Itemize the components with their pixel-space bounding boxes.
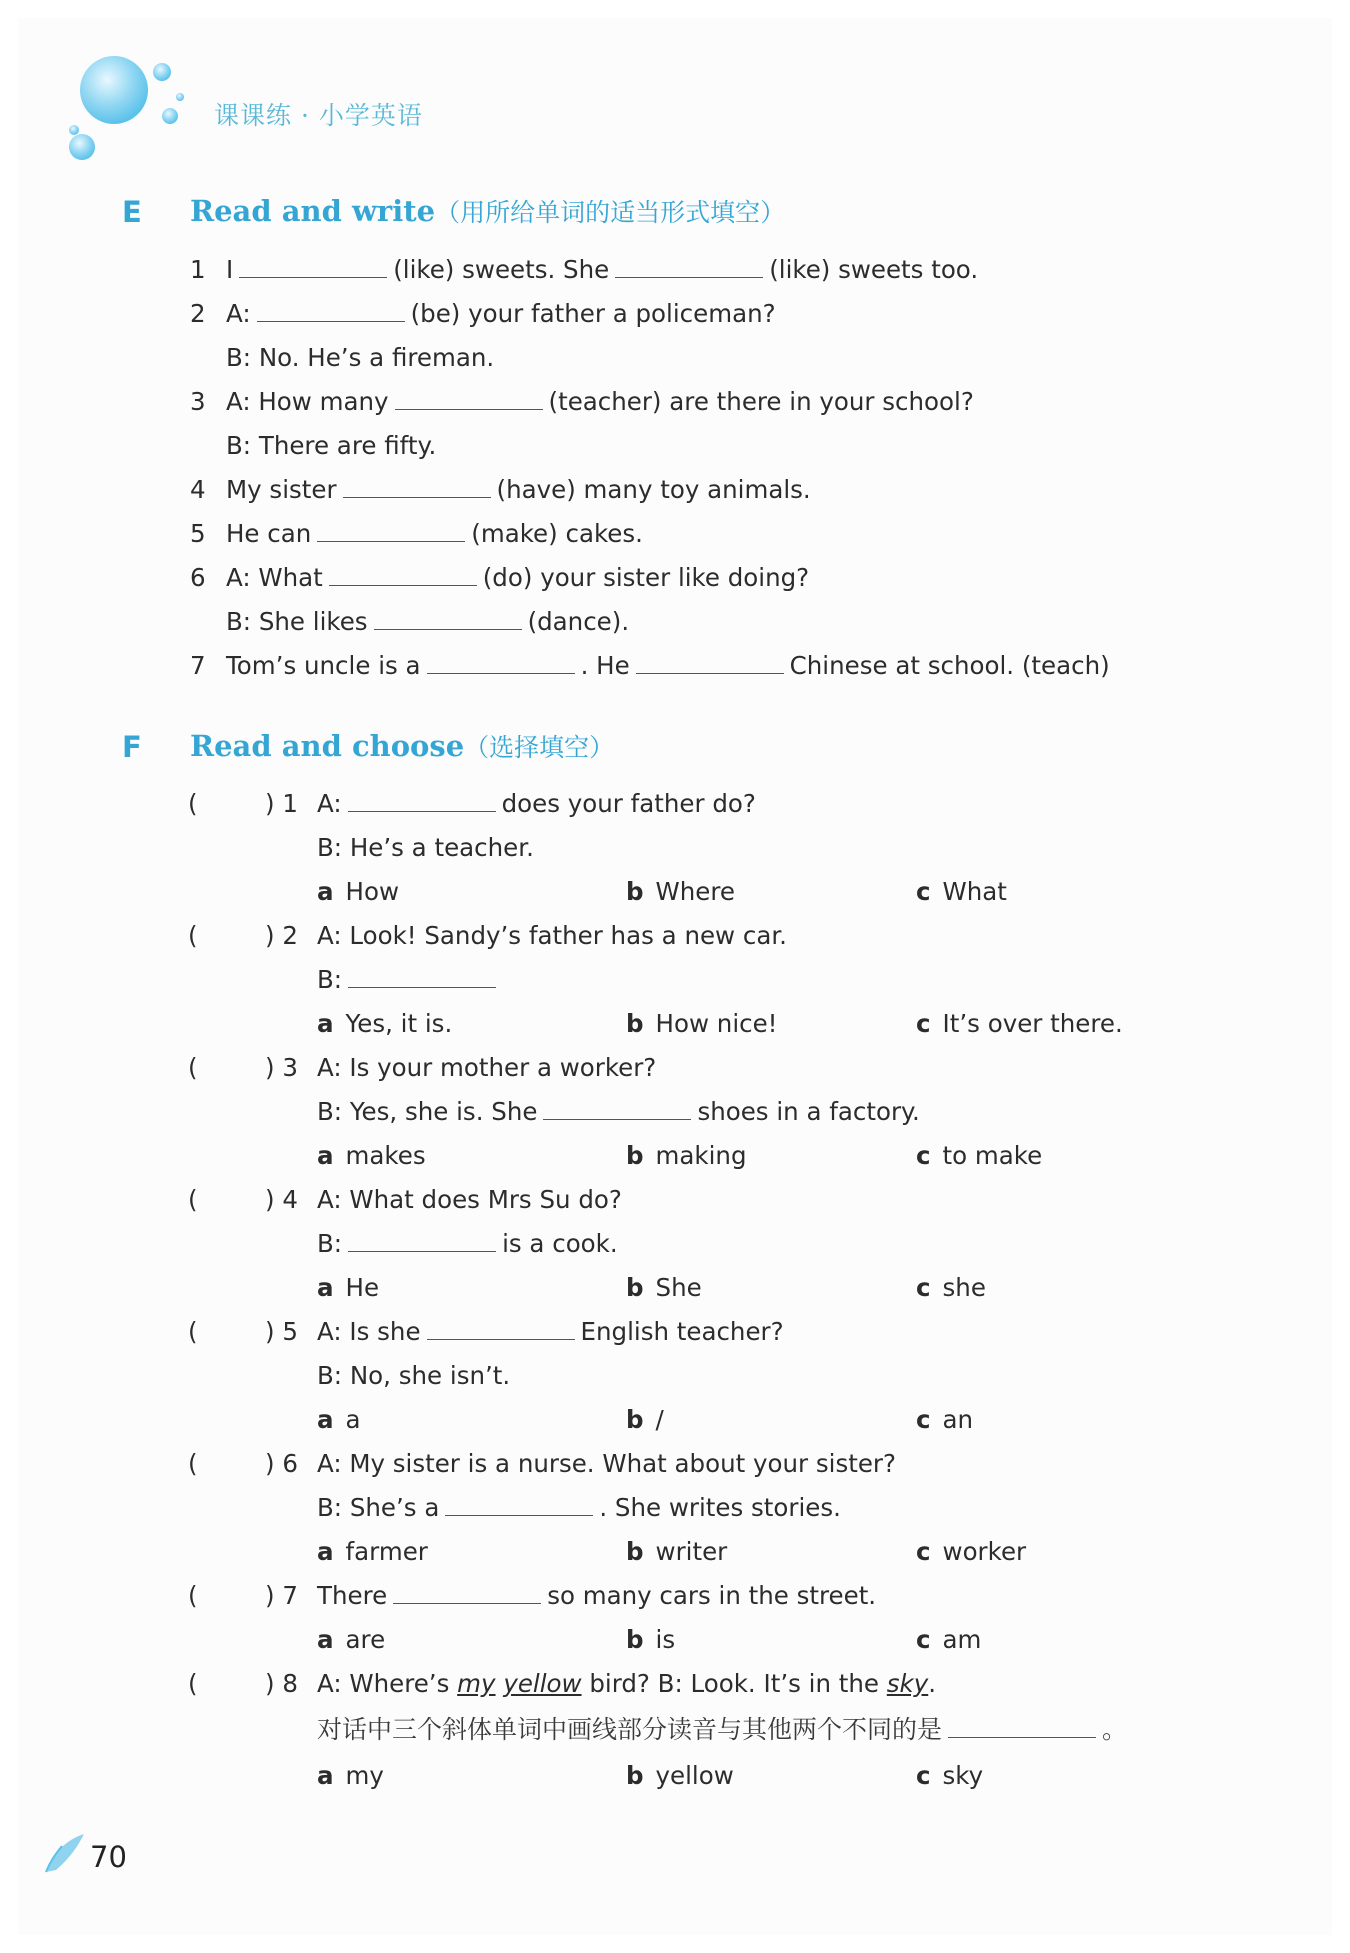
- question-number: ) 7: [265, 1581, 298, 1610]
- text: shoes in a factory.: [697, 1097, 920, 1126]
- option-letter: c: [916, 1009, 931, 1038]
- option-letter: c: [916, 1761, 931, 1790]
- option-text: am: [942, 1625, 982, 1654]
- answer-paren[interactable]: (: [188, 1185, 198, 1214]
- q3-line-1: [317, 1052, 656, 1084]
- option-letter: c: [916, 877, 931, 906]
- question-number: ) 3: [265, 1053, 298, 1082]
- answer-paren[interactable]: (: [188, 1317, 198, 1346]
- option-text: a: [345, 1405, 361, 1434]
- corner-leaf-icon: [44, 1832, 88, 1874]
- q3-option-b[interactable]: [626, 1140, 747, 1172]
- option-letter: b: [626, 1537, 644, 1566]
- text: A: Is your mother a worker?: [317, 1053, 657, 1082]
- q4-line-2: [317, 1228, 618, 1260]
- item-number: 3: [190, 387, 206, 416]
- option-text: makes: [345, 1141, 426, 1170]
- option-text: Where: [655, 877, 735, 906]
- text: B: There are fifty.: [226, 431, 437, 460]
- option-letter: c: [916, 1273, 931, 1302]
- section-e-letter: E: [122, 195, 142, 229]
- q6-option-c[interactable]: [916, 1536, 1026, 1568]
- q4-line-1: [317, 1184, 622, 1216]
- text: (have) many toy animals.: [496, 475, 811, 504]
- text: so many cars in the street.: [547, 1581, 877, 1610]
- option-letter: a: [317, 1625, 334, 1654]
- q8-line-1: [317, 1668, 936, 1700]
- answer-paren[interactable]: (: [188, 789, 198, 818]
- text: is a cook.: [502, 1229, 618, 1258]
- text: B: No. He’s a fireman.: [226, 343, 495, 372]
- section-e-title: [190, 193, 785, 229]
- answer-blank[interactable]: [427, 1317, 575, 1340]
- italic-word: my: [457, 1669, 496, 1698]
- q1-line-1: [317, 788, 756, 820]
- text: (like) sweets. She: [393, 255, 610, 284]
- text: B: He’s a teacher.: [317, 833, 534, 862]
- answer-blank[interactable]: [348, 789, 496, 812]
- item-number: 1: [190, 255, 206, 284]
- item-number: 7: [190, 651, 206, 680]
- option-letter: b: [626, 1141, 644, 1170]
- option-text: /: [655, 1405, 664, 1434]
- q3-option-a[interactable]: [317, 1140, 426, 1172]
- q6-line-1: [317, 1448, 896, 1480]
- option-text: worker: [942, 1537, 1027, 1566]
- answer-blank[interactable]: [393, 1581, 541, 1604]
- q8-line-2: [317, 1714, 1127, 1746]
- section-f-title: [190, 728, 614, 764]
- chinese-instruction: 对话中三个斜体单词中画线部分读音与其他两个不同的是: [317, 1715, 943, 1744]
- section-f-subtitle: （选择填空）: [464, 733, 615, 762]
- option-letter: c: [916, 1141, 931, 1170]
- option-text: are: [345, 1625, 386, 1654]
- header-title: 课课练 · 小学英语: [214, 101, 423, 130]
- answer-blank[interactable]: [257, 299, 405, 322]
- item-number: 5: [190, 519, 206, 548]
- text: A: What does Mrs Su do?: [317, 1185, 622, 1214]
- text: bird? B: Look. It’s in the: [581, 1669, 887, 1698]
- text: (be) your father a policeman?: [410, 299, 776, 328]
- answer-blank[interactable]: [615, 255, 763, 278]
- option-letter: b: [626, 1625, 644, 1654]
- answer-blank[interactable]: [348, 1229, 496, 1252]
- q6-option-a[interactable]: [317, 1536, 428, 1568]
- q6-line-2: [317, 1492, 841, 1524]
- italic-word: yellow: [503, 1669, 582, 1698]
- text: I: [226, 255, 234, 284]
- q2-option-c[interactable]: [916, 1008, 1123, 1040]
- answer-blank[interactable]: [445, 1493, 593, 1516]
- text: B:: [317, 1229, 343, 1258]
- option-text: He: [345, 1273, 380, 1302]
- q1-option-a[interactable]: [317, 876, 399, 908]
- text: . She writes stories.: [599, 1493, 841, 1522]
- option-text: is: [655, 1625, 676, 1654]
- text: B: She likes: [226, 607, 368, 636]
- q4-option-b[interactable]: [626, 1272, 702, 1304]
- text: B: Yes, she is. She: [317, 1097, 538, 1126]
- text: (like) sweets too.: [769, 255, 979, 284]
- answer-blank[interactable]: [948, 1715, 1096, 1738]
- option-text: she: [942, 1273, 986, 1302]
- option-letter: a: [317, 1273, 334, 1302]
- answer-blank[interactable]: [427, 651, 575, 674]
- text: (teacher) are there in your school?: [548, 387, 974, 416]
- italic-word: sky: [886, 1669, 929, 1698]
- text: A: How many: [226, 387, 389, 416]
- section-e-title-text: Read and write: [190, 194, 436, 228]
- option-letter: a: [317, 1405, 334, 1434]
- item-number: 4: [190, 475, 206, 504]
- bubbles-logo: [62, 52, 192, 162]
- option-text: What: [942, 877, 1007, 906]
- e-line-7: [190, 650, 1110, 682]
- text: A: My sister is a nurse. What about your sister?: [317, 1449, 896, 1478]
- option-letter: c: [916, 1625, 931, 1654]
- q5-line-2: [317, 1360, 510, 1392]
- q1-line-2: [317, 832, 534, 864]
- section-f-title-text: Read and choose: [190, 729, 465, 763]
- option-letter: a: [317, 1537, 334, 1566]
- e-line-2: [190, 298, 776, 330]
- text: Tom’s uncle is a: [226, 651, 421, 680]
- option-letter: b: [626, 1405, 644, 1434]
- item-number: 6: [190, 563, 206, 592]
- q4-option-a[interactable]: [317, 1272, 379, 1304]
- option-text: She: [655, 1273, 702, 1302]
- q3-line-2: [317, 1096, 920, 1128]
- option-text: How: [345, 877, 399, 906]
- q7-option-b[interactable]: [626, 1624, 675, 1656]
- answer-blank[interactable]: [543, 1097, 691, 1120]
- text: He can: [226, 519, 312, 548]
- option-text: yellow: [655, 1761, 734, 1790]
- q8-option-b[interactable]: [626, 1760, 734, 1792]
- e-line-6: [190, 562, 809, 594]
- option-letter: b: [626, 1761, 644, 1790]
- text: A: Look! Sandy’s father has a new car.: [317, 921, 787, 950]
- q5-line-1: [317, 1316, 784, 1348]
- question-number: ) 2: [265, 921, 298, 950]
- answer-blank[interactable]: [374, 607, 522, 630]
- option-letter: a: [317, 877, 334, 906]
- q3-option-c[interactable]: [916, 1140, 1042, 1172]
- answer-blank[interactable]: [348, 965, 496, 988]
- q2-option-b[interactable]: [626, 1008, 778, 1040]
- answer-paren[interactable]: (: [188, 921, 198, 950]
- answer-blank[interactable]: [343, 475, 491, 498]
- option-text: Yes, it is.: [345, 1009, 453, 1038]
- question-number: ) 8: [265, 1669, 298, 1698]
- text: Chinese at school. (teach): [789, 651, 1110, 680]
- text: English teacher?: [580, 1317, 784, 1346]
- e-line-2b: [226, 342, 494, 374]
- question-number: ) 6: [265, 1449, 298, 1478]
- page-number: 70: [90, 1840, 127, 1874]
- q8-option-a[interactable]: [317, 1760, 384, 1792]
- question-number: ) 5: [265, 1317, 298, 1346]
- option-text: sky: [942, 1761, 984, 1790]
- option-text: making: [655, 1141, 747, 1170]
- text: A:: [317, 789, 342, 818]
- text: .: [928, 1669, 937, 1698]
- text: B: She’s a: [317, 1493, 440, 1522]
- option-text: my: [345, 1761, 384, 1790]
- answer-paren[interactable]: (: [188, 1449, 198, 1478]
- option-text: How nice!: [655, 1009, 778, 1038]
- q7-line-1: [317, 1580, 876, 1612]
- option-letter: a: [317, 1009, 334, 1038]
- q6-option-b[interactable]: [626, 1536, 727, 1568]
- q8-option-c[interactable]: [916, 1760, 983, 1792]
- option-text: farmer: [345, 1537, 428, 1566]
- q1-option-c[interactable]: [916, 876, 1007, 908]
- text: My sister: [226, 475, 337, 504]
- e-line-3b: [226, 430, 436, 462]
- text: (dance).: [527, 607, 630, 636]
- q4-option-c[interactable]: [916, 1272, 986, 1304]
- text: A: Is she: [317, 1317, 421, 1346]
- answer-paren[interactable]: (: [188, 1053, 198, 1082]
- option-letter: c: [916, 1405, 931, 1434]
- q7-option-c[interactable]: [916, 1624, 981, 1656]
- q5-option-b[interactable]: [626, 1404, 664, 1436]
- option-letter: a: [317, 1141, 334, 1170]
- text: does your father do?: [501, 789, 756, 818]
- e-line-5: [190, 518, 643, 550]
- option-text: It’s over there.: [942, 1009, 1123, 1038]
- answer-blank[interactable]: [317, 519, 465, 542]
- e-line-1: [190, 254, 978, 286]
- answer-paren[interactable]: (: [188, 1669, 198, 1698]
- section-e-subtitle: （用所给单词的适当形式填空）: [435, 198, 786, 227]
- option-text: writer: [655, 1537, 728, 1566]
- text: There: [317, 1581, 388, 1610]
- text: A:: [226, 299, 251, 328]
- q5-option-a[interactable]: [317, 1404, 361, 1436]
- answer-blank[interactable]: [329, 563, 477, 586]
- text: (make) cakes.: [471, 519, 643, 548]
- question-number: ) 1: [265, 789, 298, 818]
- answer-paren[interactable]: (: [188, 1581, 198, 1610]
- option-letter: b: [626, 1009, 644, 1038]
- text: (do) your sister like doing?: [482, 563, 810, 592]
- option-text: to make: [942, 1141, 1043, 1170]
- q2-line-1: [317, 920, 787, 952]
- item-number: 2: [190, 299, 206, 328]
- question-number: ) 4: [265, 1185, 298, 1214]
- e-line-6b: [226, 606, 629, 638]
- text: B: No, she isn’t.: [317, 1361, 511, 1390]
- section-f-letter: F: [122, 730, 142, 764]
- option-letter: b: [626, 877, 644, 906]
- e-line-3: [190, 386, 974, 418]
- q7-option-a[interactable]: [317, 1624, 385, 1656]
- answer-blank[interactable]: [395, 387, 543, 410]
- q5-option-c[interactable]: [916, 1404, 973, 1436]
- text: . He: [580, 651, 630, 680]
- text: 。: [1102, 1715, 1128, 1744]
- text: A: What: [226, 563, 323, 592]
- e-line-4: [190, 474, 811, 506]
- q2-line-2: [317, 964, 502, 996]
- q2-option-a[interactable]: [317, 1008, 452, 1040]
- answer-blank[interactable]: [636, 651, 784, 674]
- option-text: an: [942, 1405, 974, 1434]
- q1-option-b[interactable]: [626, 876, 735, 908]
- text: A: Where’s: [317, 1669, 458, 1698]
- option-letter: c: [916, 1537, 931, 1566]
- option-letter: a: [317, 1761, 334, 1790]
- answer-blank[interactable]: [239, 255, 387, 278]
- option-letter: b: [626, 1273, 644, 1302]
- text: B:: [317, 965, 343, 994]
